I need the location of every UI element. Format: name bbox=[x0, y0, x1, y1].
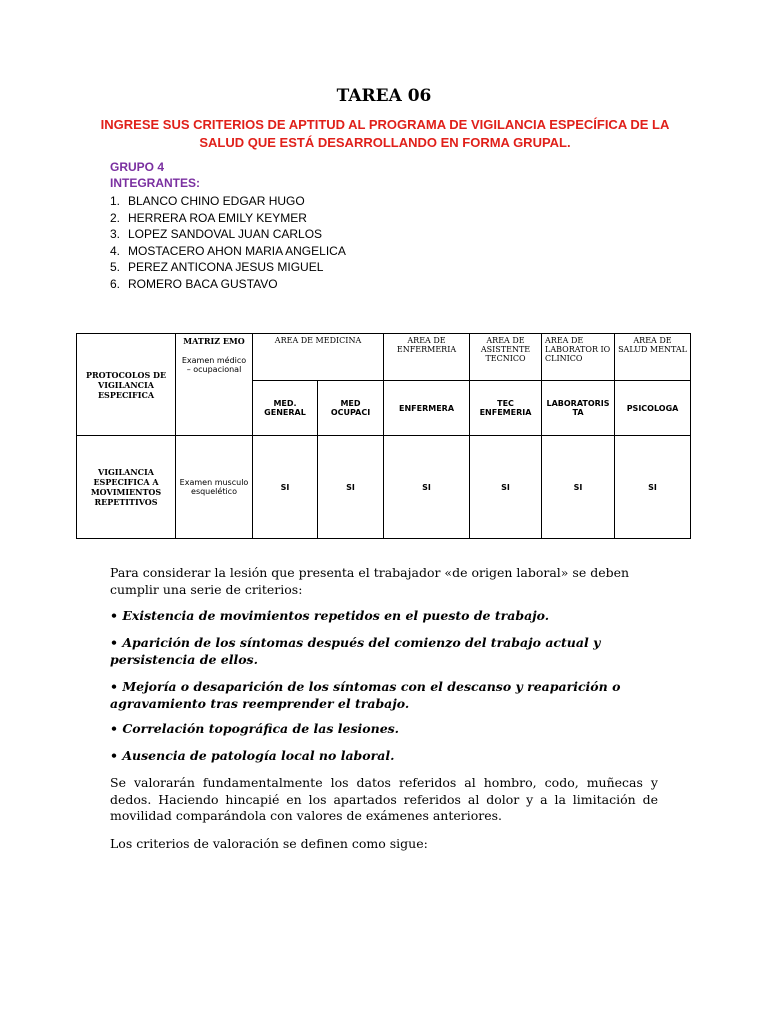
value-cell: SI bbox=[470, 436, 542, 539]
psicologa-header: PSICOLOGA bbox=[615, 381, 691, 436]
protocol-cell: VIGILANCIA ESPECIFICA A MOVIMIENTOS REPETITIVOS bbox=[77, 436, 176, 539]
protocol-table bbox=[76, 333, 691, 539]
med-general-header: MED. GENERAL bbox=[253, 381, 318, 436]
list-number: 6. bbox=[110, 276, 121, 291]
protocol-header-cell: PROTOCOLOS DE VIGILANCIA ESPECIFICA bbox=[77, 334, 176, 436]
criterion-item: • Correlación topográfica de las lesiones. bbox=[110, 721, 400, 736]
tec-enfermeria-header: TEC ENFEMERIA bbox=[470, 381, 542, 436]
med-ocupaci-header: MED OCUPACI bbox=[318, 381, 384, 436]
area-enfermeria-header: AREA DE ENFERMERIA bbox=[384, 334, 470, 381]
member-name: LOPEZ SANDOVAL JUAN CARLOS bbox=[128, 227, 323, 241]
value-cell: SI bbox=[384, 436, 470, 539]
list-item bbox=[110, 226, 346, 243]
area-laboratorio-header: AREA DE LABORATOR IO CLINICO bbox=[542, 334, 615, 381]
instructions-heading: INGRESE SUS CRITERIOS DE APTITUD AL PROGRAMA DE VIGILANCIA ESPECÍFICA DE LA SALUD QUE ESTÁ DESARROLLANDO EN FORMA GRUPAL. bbox=[100, 117, 670, 150]
area-salud-mental-header: AREA DE SALUD MENTAL bbox=[615, 334, 691, 381]
criterion-item: • Existencia de movimientos repetidos en el puesto de trabajo. bbox=[110, 608, 550, 623]
list-number: 4. bbox=[110, 243, 121, 258]
criterion-item: • Aparición de los síntomas después del comienzo del trabajo actual y persistencia de ellos. bbox=[110, 635, 601, 667]
list-item bbox=[110, 276, 346, 293]
list-item bbox=[110, 259, 346, 276]
matriz-subheader: Examen médico – ocupacional bbox=[181, 356, 247, 374]
criterion-item: • Mejoría o desaparición de los síntomas con el descanso y reaparición o agravamiento tras reemprender el trabajo. bbox=[110, 679, 621, 711]
list-number: 5. bbox=[110, 260, 121, 274]
area-asistente-header: AREA DE ASISTENTE TECNICO bbox=[470, 334, 542, 381]
member-name: PEREZ ANTICONA JESUS MIGUEL bbox=[128, 260, 324, 274]
list-item bbox=[110, 210, 346, 227]
matriz-header: MATRIZ EMO bbox=[183, 336, 245, 346]
group-label: GRUPO 4 bbox=[110, 160, 165, 174]
value-cell: SI bbox=[615, 436, 691, 539]
members-label: INTEGRANTES: bbox=[110, 176, 200, 190]
list-item bbox=[110, 193, 346, 210]
area-medicina-header: AREA DE MEDICINA bbox=[253, 334, 384, 381]
matriz-header-cell bbox=[176, 334, 253, 436]
value-cell: SI bbox=[318, 436, 384, 539]
member-name: HERRERA ROA EMILY KEYMER bbox=[128, 210, 307, 225]
list-item bbox=[110, 243, 346, 260]
list-number: 1. bbox=[110, 194, 121, 208]
member-name: MOSTACERO AHON MARIA ANGELICA bbox=[128, 243, 346, 258]
member-name: BLANCO CHINO EDGAR HUGO bbox=[128, 194, 305, 208]
list-number: 2. bbox=[110, 210, 121, 225]
valuation-paragraph: Se valorarán fundamentalmente los datos referidos al hombro, codo, muñecas y dedos. Haciendo hincapié en los apartados referidos al dolor y a la limitación de movilidad comparándola con valores de exámenes anteriores. bbox=[110, 775, 658, 823]
laboratorista-header: LABORATORIS TA bbox=[542, 381, 615, 436]
enfermera-header: ENFERMERA bbox=[384, 381, 470, 436]
page-title: TAREA 06 bbox=[336, 86, 432, 106]
value-cell: SI bbox=[542, 436, 615, 539]
intro-paragraph: Para considerar la lesión que presenta el trabajador «de origen laboral» se deben cumplir una serie de criterios: bbox=[110, 565, 630, 597]
list-number: 3. bbox=[110, 227, 121, 241]
closing-paragraph: Los criterios de valoración se definen como sigue: bbox=[110, 836, 428, 851]
table-row bbox=[77, 436, 691, 539]
exam-cell: Examen musculo esquelético bbox=[176, 436, 253, 539]
value-cell: SI bbox=[253, 436, 318, 539]
members-list bbox=[110, 193, 346, 292]
criterion-item: • Ausencia de patología local no laboral. bbox=[110, 748, 395, 763]
member-name: ROMERO BACA GUSTAVO bbox=[128, 276, 278, 291]
